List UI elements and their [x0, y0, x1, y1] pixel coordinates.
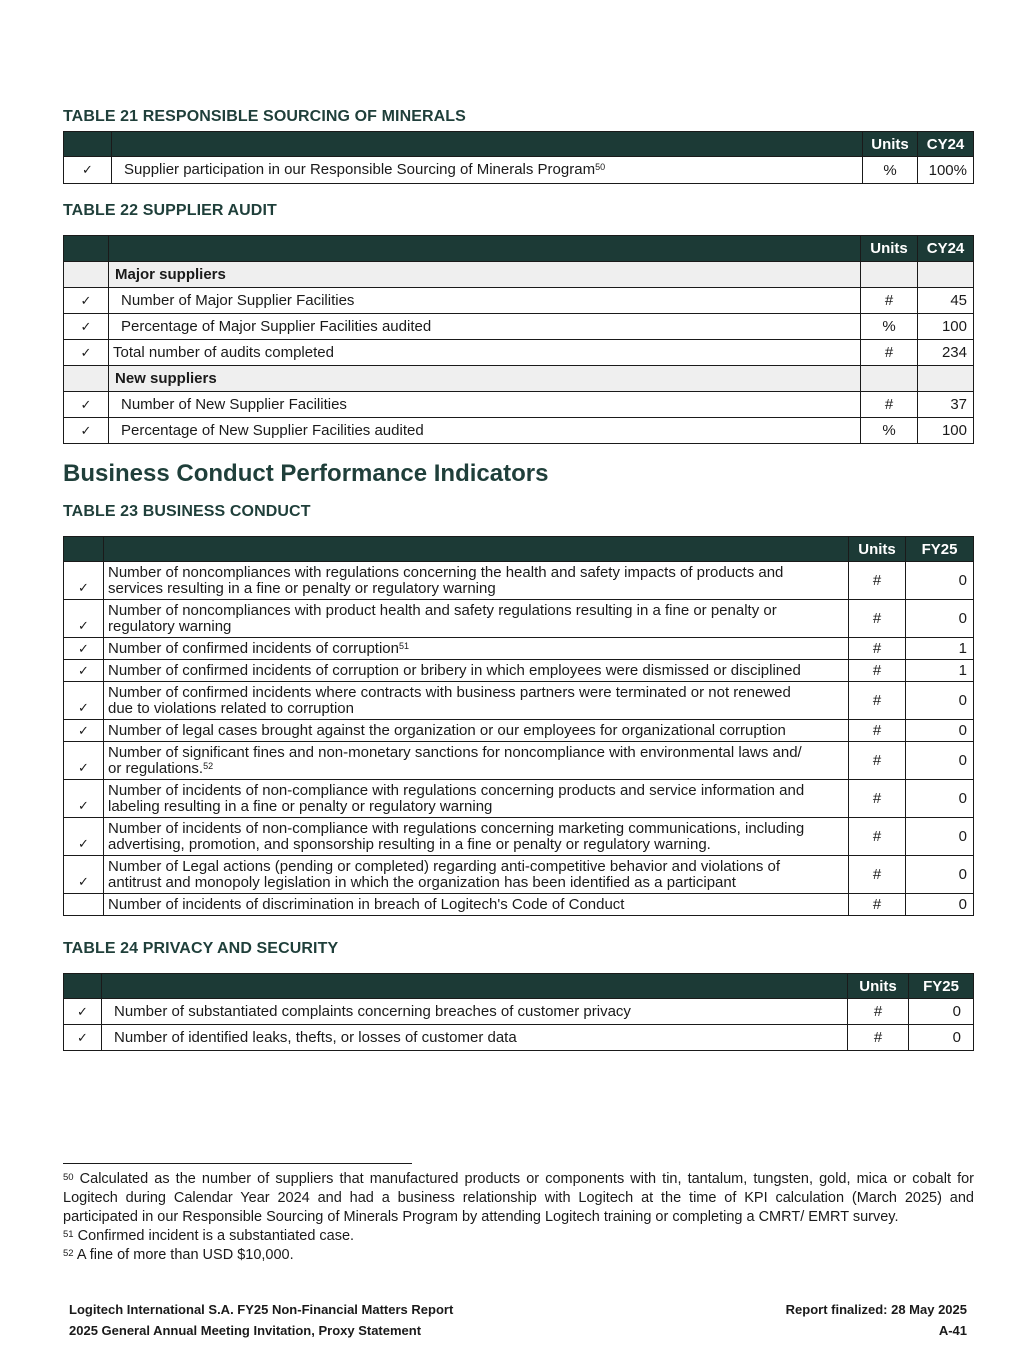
subheader-blank	[861, 366, 918, 392]
table-24-title: TABLE 24 PRIVACY AND SECURITY	[63, 940, 339, 957]
table-row	[64, 856, 974, 894]
row-description	[104, 562, 849, 600]
row-text-line-2: or regulations.	[108, 759, 204, 777]
footnotes	[63, 1170, 974, 1265]
row-value: 0	[906, 742, 974, 780]
row-text-line-1: Number of noncompliances with regulations concerning the health and safety impacts of products and	[108, 563, 784, 581]
subheader-blank	[64, 366, 109, 392]
table-23-title: TABLE 23 BUSINESS CONDUCT	[63, 503, 311, 520]
row-unit: #	[848, 1025, 909, 1051]
footer-report-title: Logitech International S.A. FY25 Non-Financial Matters Report	[69, 1302, 454, 1317]
row-unit: %	[861, 314, 918, 340]
header-units: Units	[848, 974, 909, 999]
row-value: 0	[906, 856, 974, 894]
row-value: 1	[906, 638, 974, 660]
row-text-line-2: advertising, promotion, and sponsorship resulting in a fine or penalty or regulatory warning.	[108, 835, 711, 853]
row-unit: %	[861, 418, 918, 444]
row-text: Number of identified leaks, thefts, or losses of customer data	[102, 1025, 848, 1051]
row-description	[104, 682, 849, 720]
header-check-cell	[64, 236, 109, 262]
row-value: 100	[918, 314, 974, 340]
check-icon: ✓	[64, 856, 104, 894]
row-text: Number of New Supplier Facilities	[109, 392, 861, 418]
check-icon: ✓	[64, 818, 104, 856]
row-description	[104, 818, 849, 856]
row-text: Percentage of New Supplier Facilities audited	[109, 418, 861, 444]
row-text-line-2: labeling resulting in a fine or penalty or regulatory warning	[108, 797, 493, 815]
row-text: Number of legal cases brought against the organization or our employees for organizational corruption	[104, 720, 849, 742]
row-value: 37	[918, 392, 974, 418]
row-value: 100%	[918, 157, 974, 184]
row-unit: #	[849, 780, 906, 818]
table-row	[64, 742, 974, 780]
row-unit: #	[849, 818, 906, 856]
row-value: 100	[918, 418, 974, 444]
header-description-cell	[104, 537, 849, 562]
check-icon: ✓	[64, 638, 104, 660]
row-text-line-2: due to violations related to corruption	[108, 699, 354, 717]
row-value: 0	[906, 780, 974, 818]
footer-line-2	[69, 1323, 967, 1338]
section-title: Business Conduct Performance Indicators	[63, 460, 549, 487]
footnote-ref: 50	[595, 162, 606, 172]
table-23	[63, 536, 974, 916]
row-unit: #	[849, 682, 906, 720]
table-row	[64, 720, 974, 742]
table-row	[64, 638, 974, 660]
row-unit: #	[849, 720, 906, 742]
row-text-line-1: Number of noncompliances with product health and safety regulations resulting in a fine or penalty or	[108, 601, 777, 619]
row-value: 0	[906, 682, 974, 720]
check-icon: ✓	[64, 660, 104, 682]
row-text: Number of incidents of discrimination in breach of Logitech's Code of Conduct	[104, 894, 849, 916]
check-cell-empty	[64, 894, 104, 916]
table-row	[64, 780, 974, 818]
header-check-cell	[64, 132, 112, 157]
header-description-cell	[102, 974, 848, 999]
table-row	[64, 288, 974, 314]
footnote-text: Calculated as the number of suppliers that manufactured products or components with tin, tantalum, tungsten, gold, mica or cobalt for Logitech during Calendar Year 2024 and had a business relationship with Logitech at the time of KPI calculation (March 2025) and participated in our Responsible Sourcing of Minerals Program by attending Logitech training or completing a CMRT/ EMRT survey.	[63, 1171, 974, 1225]
row-text-line-1: Number of incidents of non-compliance with regulations concerning products and service information and	[108, 781, 805, 799]
footnote-number: 51	[63, 1229, 74, 1240]
row-value: 0	[909, 999, 974, 1025]
row-description	[104, 600, 849, 638]
table-row	[64, 894, 974, 916]
header-period: CY24	[918, 236, 974, 262]
footnote-number: 52	[63, 1248, 74, 1259]
table-row	[64, 392, 974, 418]
check-icon: ✓	[64, 340, 109, 366]
row-description	[112, 157, 863, 184]
subheader-label: New suppliers	[109, 366, 861, 392]
footnote-51	[63, 1227, 974, 1246]
table-row	[64, 157, 974, 184]
row-text-line-1: Number of confirmed incidents where contracts with business partners were terminated or not renewed	[108, 683, 791, 701]
table-22	[63, 235, 974, 444]
table-row	[64, 562, 974, 600]
footnote-number: 50	[63, 1172, 74, 1183]
header-units: Units	[861, 236, 918, 262]
table-row	[64, 999, 974, 1025]
row-value: 1	[906, 660, 974, 682]
row-unit: #	[849, 600, 906, 638]
row-unit: #	[849, 660, 906, 682]
table-row	[64, 1025, 974, 1051]
table-row	[64, 314, 974, 340]
header-check-cell	[64, 537, 104, 562]
table-row	[64, 418, 974, 444]
header-units: Units	[849, 537, 906, 562]
footnote-50	[63, 1170, 974, 1227]
table-header-row	[64, 236, 974, 262]
row-text-line-2: antitrust and monopoly legislation in which the organization has been identified as a participant	[108, 873, 736, 891]
subheader-blank	[64, 262, 109, 288]
table-22-title: TABLE 22 SUPPLIER AUDIT	[63, 202, 277, 219]
table-row	[64, 818, 974, 856]
table-21-title: TABLE 21 RESPONSIBLE SOURCING OF MINERALS	[63, 108, 466, 125]
header-period: FY25	[909, 974, 974, 999]
row-unit: #	[861, 392, 918, 418]
table-row	[64, 660, 974, 682]
check-icon: ✓	[64, 1025, 102, 1051]
row-value: 0	[906, 720, 974, 742]
check-icon: ✓	[64, 314, 109, 340]
row-value: 0	[906, 894, 974, 916]
row-unit: #	[849, 562, 906, 600]
row-text: Number of substantiated complaints concerning breaches of customer privacy	[102, 999, 848, 1025]
row-description	[104, 638, 849, 660]
check-icon: ✓	[64, 562, 104, 600]
subheader-blank	[861, 262, 918, 288]
row-text: Number of Major Supplier Facilities	[109, 288, 861, 314]
footer-line-1	[69, 1302, 967, 1317]
footnote-divider	[63, 1163, 412, 1164]
row-text-line-1: Number of Legal actions (pending or completed) regarding anti-competitive behavior and violations of	[108, 857, 781, 875]
footnote-52	[63, 1246, 974, 1265]
footnote-text: A fine of more than USD $10,000.	[76, 1247, 294, 1263]
header-description-cell	[109, 236, 861, 262]
row-text: Number of confirmed incidents of corruption	[108, 639, 399, 657]
check-icon: ✓	[64, 780, 104, 818]
check-icon: ✓	[64, 600, 104, 638]
row-text: Percentage of Major Supplier Facilities audited	[109, 314, 861, 340]
row-text-line-1: Number of significant fines and non-monetary sanctions for noncompliance with environmental laws and/	[108, 743, 802, 761]
footer-page-number: A-41	[938, 1323, 967, 1338]
footer-report-date: Report finalized: 28 May 2025	[785, 1302, 967, 1317]
row-value: 0	[906, 600, 974, 638]
row-unit: #	[849, 638, 906, 660]
check-icon: ✓	[64, 720, 104, 742]
row-value: 45	[918, 288, 974, 314]
header-check-cell	[64, 974, 102, 999]
header-units: Units	[863, 132, 918, 157]
subheader-row	[64, 262, 974, 288]
row-value: 234	[918, 340, 974, 366]
row-description	[104, 742, 849, 780]
table-header-row	[64, 132, 974, 157]
header-period: FY25	[906, 537, 974, 562]
subheader-blank	[918, 366, 974, 392]
footnote-ref: 51	[398, 640, 409, 651]
table-row	[64, 600, 974, 638]
table-header-row	[64, 537, 974, 562]
row-text-line-2: regulatory warning	[108, 617, 232, 635]
table-21	[63, 131, 974, 184]
check-icon: ✓	[64, 288, 109, 314]
check-icon: ✓	[64, 742, 104, 780]
header-period: CY24	[918, 132, 974, 157]
table-row	[64, 682, 974, 720]
row-value: 0	[909, 1025, 974, 1051]
row-text-line-2: services resulting in a fine or penalty or regulatory warning	[108, 579, 496, 597]
table-24	[63, 973, 974, 1051]
row-description	[104, 780, 849, 818]
table-row	[64, 340, 974, 366]
row-value: 0	[906, 818, 974, 856]
table-header-row	[64, 974, 974, 999]
subheader-blank	[918, 262, 974, 288]
row-text: Total number of audits completed	[109, 340, 861, 366]
row-text-line-1: Number of incidents of non-compliance with regulations concerning marketing communications, including	[108, 819, 805, 837]
check-icon: ✓	[64, 157, 112, 184]
row-unit: #	[849, 894, 906, 916]
row-text: Supplier participation in our Responsible Sourcing of Minerals Program	[124, 161, 596, 178]
row-value: 0	[906, 562, 974, 600]
footer-document-name: 2025 General Annual Meeting Invitation, Proxy Statement	[69, 1323, 422, 1338]
row-unit: #	[849, 856, 906, 894]
footnote-ref: 52	[203, 760, 214, 771]
row-unit: %	[863, 157, 918, 184]
row-unit: #	[861, 288, 918, 314]
check-icon: ✓	[64, 418, 109, 444]
check-icon: ✓	[64, 682, 104, 720]
subheader-row	[64, 366, 974, 392]
subheader-label: Major suppliers	[109, 262, 861, 288]
check-icon: ✓	[64, 999, 102, 1025]
header-description-cell	[112, 132, 863, 157]
row-text: Number of confirmed incidents of corruption or bribery in which employees were dismissed or disciplined	[104, 660, 849, 682]
row-unit: #	[861, 340, 918, 366]
row-description	[104, 856, 849, 894]
row-unit: #	[849, 742, 906, 780]
footnote-text: Confirmed incident is a substantiated case.	[77, 1228, 355, 1244]
row-unit: #	[848, 999, 909, 1025]
check-icon: ✓	[64, 392, 109, 418]
